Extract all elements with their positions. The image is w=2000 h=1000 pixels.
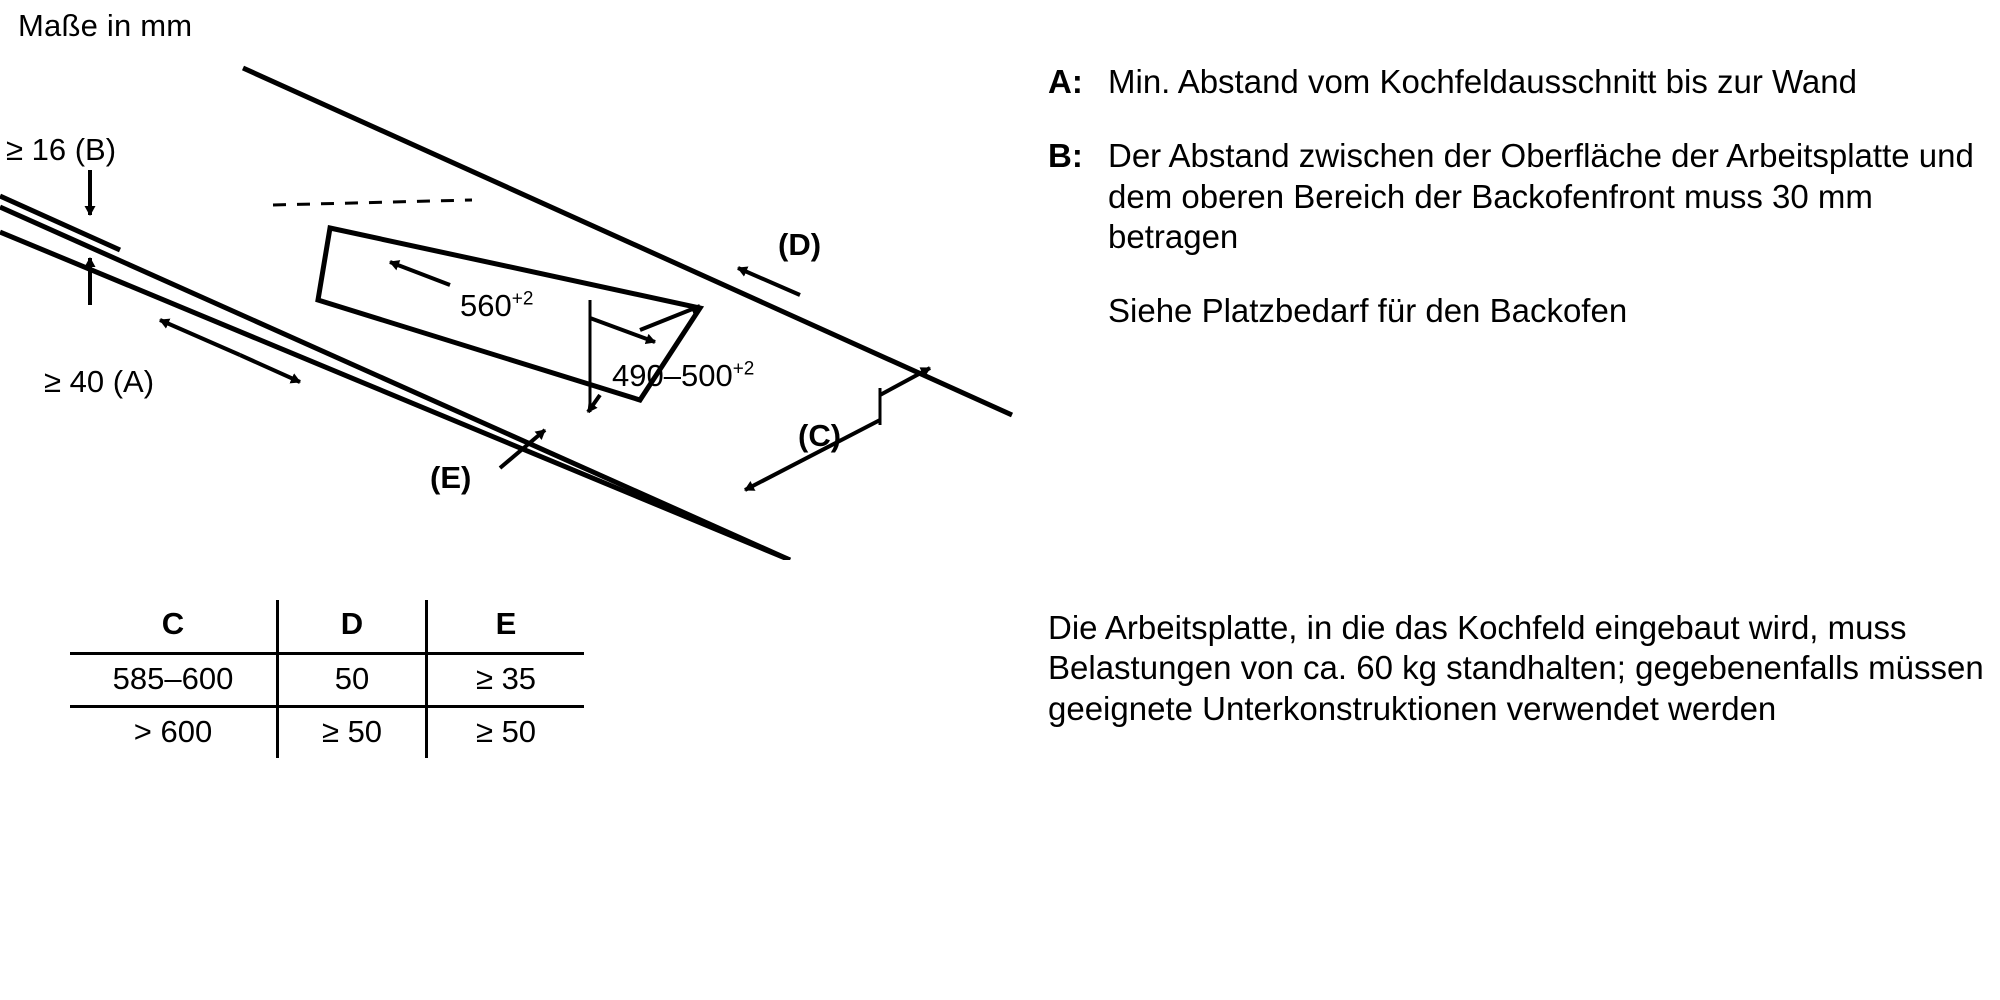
table-cell-d: 50 <box>278 654 427 707</box>
legend-note-a <box>1048 62 1978 102</box>
dimension-label-a: ≥ 40 (A) <box>44 364 155 399</box>
dimension-label-b: ≥ 16 (B) <box>6 132 117 167</box>
legend-key-b: B: <box>1048 137 1083 175</box>
legend-note-b <box>1048 136 1978 257</box>
table-header-c: C <box>161 606 185 641</box>
table-cell-c: 585–600 <box>112 661 234 696</box>
legend-notes <box>1048 62 1978 331</box>
table-cell-e: ≥ 35 <box>427 654 585 707</box>
installation-diagram <box>0 0 1030 560</box>
table-cell-e: ≥ 50 <box>427 707 585 759</box>
table-row <box>70 654 584 707</box>
table-cell-c: > 600 <box>133 714 213 749</box>
diagram-drawing <box>0 0 1030 560</box>
table-header-row <box>70 600 584 654</box>
load-capacity-note: Die Arbeitsplatte, in die das Kochfeld eingebaut wird, muss Belastungen von ca. 60 kg standhalten; gegebenenfalls müssen geeignete Unterkonstruktionen verwendet werden <box>1048 609 1984 727</box>
dimension-label-cutout-width: $560^{+2}$ <box>460 288 534 323</box>
table-row <box>70 707 584 759</box>
legend-key-a: A: <box>1048 63 1083 100</box>
table-header-d: D <box>278 600 427 654</box>
marker-label-d: (D) <box>778 227 822 262</box>
legend-note-b-sub: Siehe Platzbedarf für den Backofen <box>1108 292 1628 329</box>
marker-label-c: (C) <box>798 418 842 453</box>
marker-label-e: (E) <box>430 460 472 495</box>
dimension-label-cutout-depth: $490-500^{+2}$ <box>612 358 755 393</box>
table-cell-d: ≥ 50 <box>278 707 427 759</box>
legend-text-a: Min. Abstand vom Kochfeldausschnitt bis zur Wand <box>1108 63 1857 100</box>
table-header-e: E <box>427 600 585 654</box>
units-label: Maße in mm <box>18 8 193 43</box>
legend-text-b: Der Abstand zwischen der Oberfläche der Arbeitsplatte und dem oberen Bereich der Backofenfront muss 30 mm betragen <box>1108 137 1974 255</box>
dimension-table <box>70 600 584 758</box>
